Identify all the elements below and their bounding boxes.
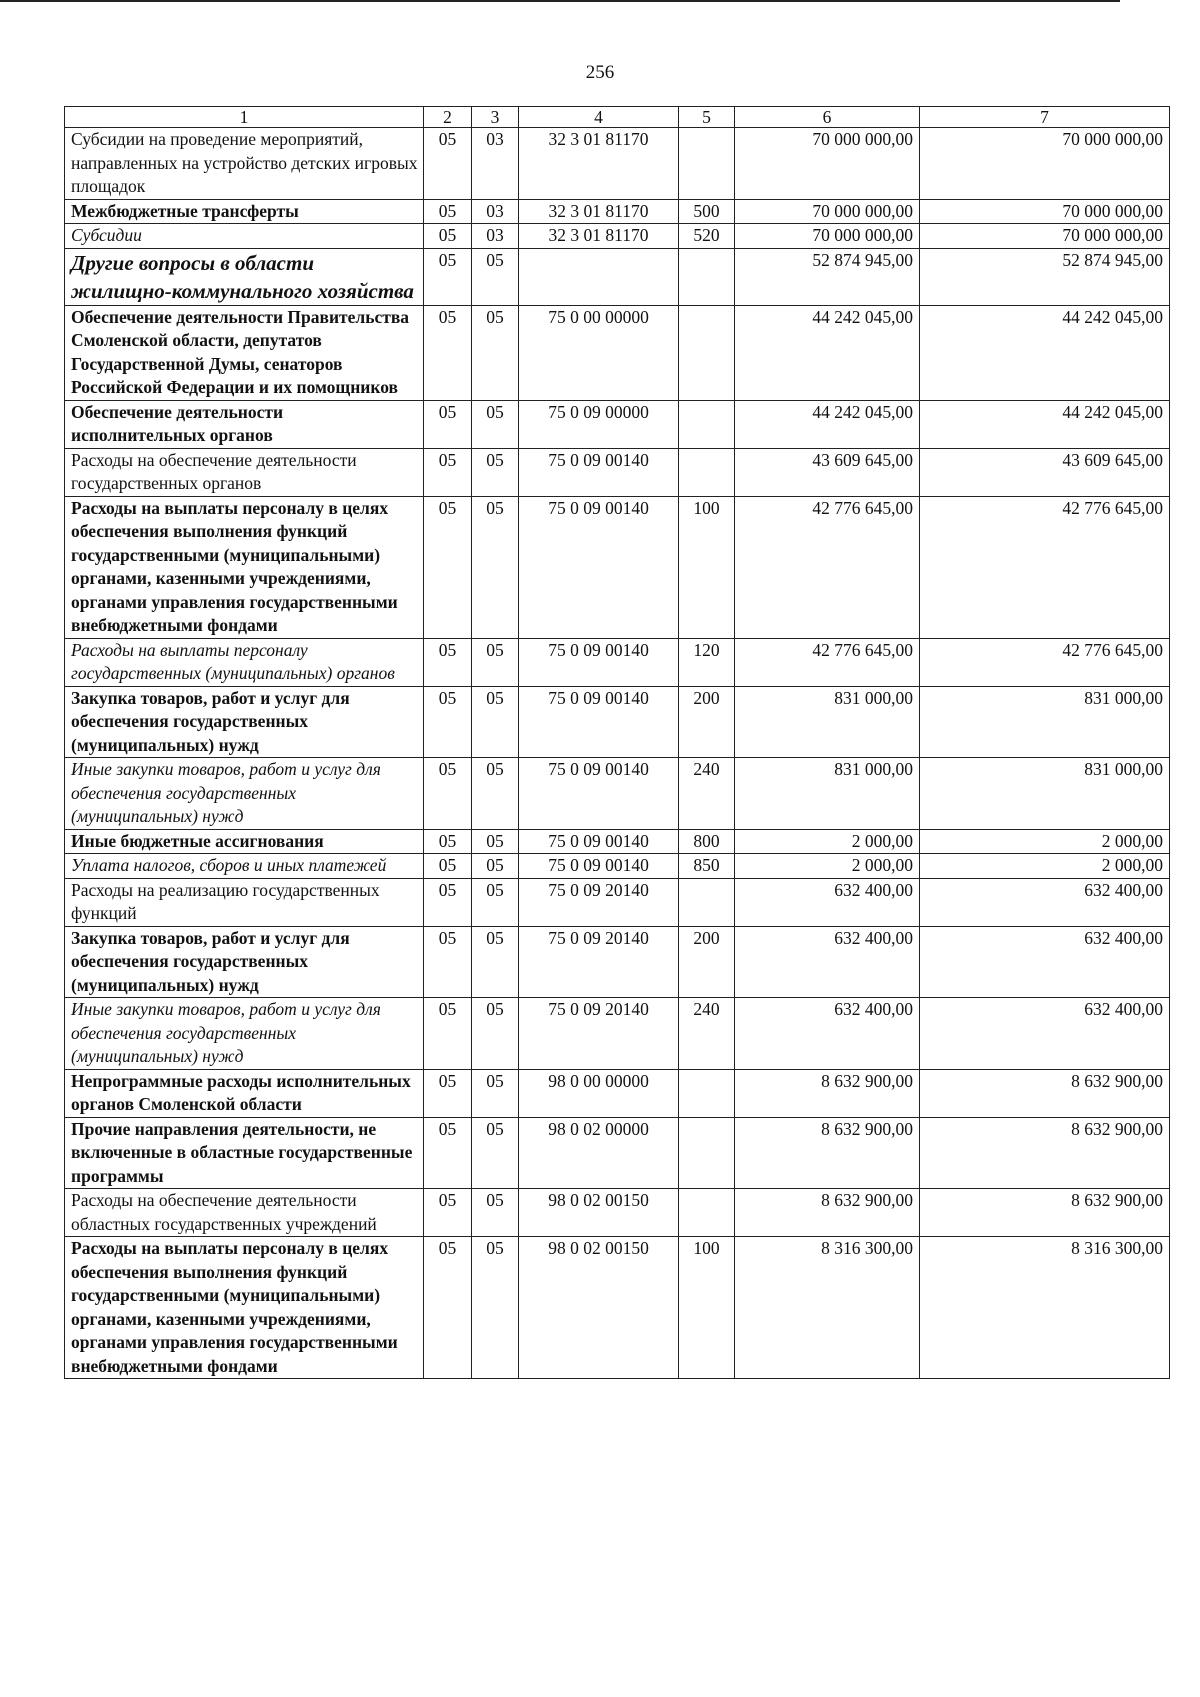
amount-year2-cell: 8 632 900,00 bbox=[920, 1069, 1170, 1117]
column-header-7: 7 bbox=[920, 107, 1170, 128]
expense-type-cell bbox=[679, 1117, 735, 1189]
amount-year2-cell: 42 776 645,00 bbox=[920, 638, 1170, 686]
row-name-cell: Иные бюджетные ассигнования bbox=[65, 829, 424, 854]
subsection-cell: 03 bbox=[472, 224, 519, 249]
section-cell: 05 bbox=[424, 400, 472, 448]
section-cell: 05 bbox=[424, 496, 472, 638]
section-cell: 05 bbox=[424, 248, 472, 305]
budget-table bbox=[64, 106, 1170, 1379]
table-row bbox=[65, 248, 1170, 305]
table-row bbox=[65, 199, 1170, 224]
expense-type-cell bbox=[679, 305, 735, 400]
expense-type-cell bbox=[679, 1069, 735, 1117]
subsection-cell: 05 bbox=[472, 1237, 519, 1379]
section-cell: 05 bbox=[424, 1117, 472, 1189]
table-row bbox=[65, 1117, 1170, 1189]
table-row bbox=[65, 829, 1170, 854]
table-row bbox=[65, 854, 1170, 879]
subsection-cell: 03 bbox=[472, 128, 519, 200]
section-cell: 05 bbox=[424, 686, 472, 758]
subsection-cell: 03 bbox=[472, 199, 519, 224]
amount-year1-cell: 8 316 300,00 bbox=[735, 1237, 920, 1379]
row-name-cell: Прочие направления деятельности, не включенные в областные государственные программы bbox=[65, 1117, 424, 1189]
section-cell: 05 bbox=[424, 199, 472, 224]
table-row bbox=[65, 686, 1170, 758]
subsection-cell: 05 bbox=[472, 686, 519, 758]
subsection-cell: 05 bbox=[472, 758, 519, 830]
section-cell: 05 bbox=[424, 998, 472, 1070]
row-name-cell: Субсидии bbox=[65, 224, 424, 249]
expense-type-cell: 100 bbox=[679, 496, 735, 638]
subsection-cell: 05 bbox=[472, 998, 519, 1070]
amount-year1-cell: 43 609 645,00 bbox=[735, 448, 920, 496]
amount-year1-cell: 52 874 945,00 bbox=[735, 248, 920, 305]
amount-year2-cell: 44 242 045,00 bbox=[920, 305, 1170, 400]
table-row bbox=[65, 638, 1170, 686]
expense-type-cell: 520 bbox=[679, 224, 735, 249]
expense-type-cell: 200 bbox=[679, 686, 735, 758]
amount-year2-cell: 2 000,00 bbox=[920, 854, 1170, 879]
expense-type-cell: 500 bbox=[679, 199, 735, 224]
section-cell: 05 bbox=[424, 1069, 472, 1117]
amount-year2-cell: 43 609 645,00 bbox=[920, 448, 1170, 496]
amount-year1-cell: 8 632 900,00 bbox=[735, 1069, 920, 1117]
table-body bbox=[65, 128, 1170, 1379]
amount-year2-cell: 632 400,00 bbox=[920, 998, 1170, 1070]
expense-type-cell bbox=[679, 128, 735, 200]
section-cell: 05 bbox=[424, 878, 472, 926]
subsection-cell: 05 bbox=[472, 926, 519, 998]
target-article-cell: 75 0 09 00140 bbox=[519, 638, 679, 686]
subsection-cell: 05 bbox=[472, 448, 519, 496]
row-name-cell: Расходы на выплаты персоналу в целях обеспечения выполнения функций государственными (муниципальными) органами, казенными учреждениями, органами управления государственными внебюджетными фондами bbox=[65, 1237, 424, 1379]
header-row bbox=[65, 107, 1170, 128]
amount-year2-cell: 632 400,00 bbox=[920, 878, 1170, 926]
expense-type-cell: 200 bbox=[679, 926, 735, 998]
subsection-cell: 05 bbox=[472, 854, 519, 879]
section-cell: 05 bbox=[424, 448, 472, 496]
amount-year2-cell: 8 632 900,00 bbox=[920, 1117, 1170, 1189]
table-row bbox=[65, 998, 1170, 1070]
amount-year1-cell: 831 000,00 bbox=[735, 758, 920, 830]
target-article-cell: 75 0 00 00000 bbox=[519, 305, 679, 400]
expense-type-cell: 120 bbox=[679, 638, 735, 686]
subsection-cell: 05 bbox=[472, 1189, 519, 1237]
amount-year2-cell: 632 400,00 bbox=[920, 926, 1170, 998]
expense-type-cell: 850 bbox=[679, 854, 735, 879]
amount-year1-cell: 8 632 900,00 bbox=[735, 1189, 920, 1237]
expense-type-cell bbox=[679, 400, 735, 448]
amount-year1-cell: 70 000 000,00 bbox=[735, 128, 920, 200]
table-row bbox=[65, 1069, 1170, 1117]
target-article-cell: 75 0 09 00140 bbox=[519, 758, 679, 830]
expense-type-cell bbox=[679, 878, 735, 926]
subsection-cell: 05 bbox=[472, 400, 519, 448]
subsection-cell: 05 bbox=[472, 638, 519, 686]
section-cell: 05 bbox=[424, 1189, 472, 1237]
amount-year2-cell: 8 632 900,00 bbox=[920, 1189, 1170, 1237]
target-article-cell: 75 0 09 00000 bbox=[519, 400, 679, 448]
target-article-cell: 75 0 09 00140 bbox=[519, 829, 679, 854]
row-name-cell: Обеспечение деятельности исполнительных органов bbox=[65, 400, 424, 448]
table-row bbox=[65, 1237, 1170, 1379]
section-cell: 05 bbox=[424, 758, 472, 830]
row-name-cell: Закупка товаров, работ и услуг для обеспечения государственных (муниципальных) нужд bbox=[65, 686, 424, 758]
column-header-1: 1 bbox=[65, 107, 424, 128]
table-row bbox=[65, 305, 1170, 400]
amount-year1-cell: 632 400,00 bbox=[735, 878, 920, 926]
target-article-cell: 98 0 02 00000 bbox=[519, 1117, 679, 1189]
amount-year1-cell: 44 242 045,00 bbox=[735, 305, 920, 400]
amount-year1-cell: 42 776 645,00 bbox=[735, 638, 920, 686]
subsection-cell: 05 bbox=[472, 878, 519, 926]
table-row bbox=[65, 224, 1170, 249]
amount-year2-cell: 70 000 000,00 bbox=[920, 224, 1170, 249]
table-row bbox=[65, 128, 1170, 200]
section-cell: 05 bbox=[424, 926, 472, 998]
amount-year1-cell: 8 632 900,00 bbox=[735, 1117, 920, 1189]
amount-year2-cell: 52 874 945,00 bbox=[920, 248, 1170, 305]
expense-type-cell: 240 bbox=[679, 998, 735, 1070]
row-name-cell: Расходы на выплаты персоналу в целях обеспечения выполнения функций государственными (муниципальными) органами, казенными учреждениями, органами управления государственными внебюджетными фондами bbox=[65, 496, 424, 638]
amount-year1-cell: 632 400,00 bbox=[735, 926, 920, 998]
section-cell: 05 bbox=[424, 305, 472, 400]
target-article-cell: 32 3 01 81170 bbox=[519, 199, 679, 224]
row-name-cell: Расходы на выплаты персоналу государственных (муниципальных) органов bbox=[65, 638, 424, 686]
expense-type-cell bbox=[679, 448, 735, 496]
amount-year2-cell: 44 242 045,00 bbox=[920, 400, 1170, 448]
target-article-cell bbox=[519, 248, 679, 305]
table-row bbox=[65, 400, 1170, 448]
table-header bbox=[65, 107, 1170, 128]
section-cell: 05 bbox=[424, 1237, 472, 1379]
column-header-2: 2 bbox=[424, 107, 472, 128]
target-article-cell: 75 0 09 20140 bbox=[519, 878, 679, 926]
subsection-cell: 05 bbox=[472, 829, 519, 854]
row-name-cell: Непрограммные расходы исполнительных органов Смоленской области bbox=[65, 1069, 424, 1117]
expense-type-cell: 240 bbox=[679, 758, 735, 830]
subsection-cell: 05 bbox=[472, 496, 519, 638]
expense-type-cell: 100 bbox=[679, 1237, 735, 1379]
amount-year2-cell: 42 776 645,00 bbox=[920, 496, 1170, 638]
target-article-cell: 75 0 09 20140 bbox=[519, 998, 679, 1070]
row-name-cell: Субсидии на проведение мероприятий, направленных на устройство детских игровых площадок bbox=[65, 128, 424, 200]
table-row bbox=[65, 448, 1170, 496]
column-header-5: 5 bbox=[679, 107, 735, 128]
target-article-cell: 75 0 09 00140 bbox=[519, 496, 679, 638]
amount-year1-cell: 2 000,00 bbox=[735, 854, 920, 879]
row-name-cell: Иные закупки товаров, работ и услуг для обеспечения государственных (муниципальных) нужд bbox=[65, 998, 424, 1070]
subsection-cell: 05 bbox=[472, 1069, 519, 1117]
amount-year1-cell: 831 000,00 bbox=[735, 686, 920, 758]
amount-year2-cell: 70 000 000,00 bbox=[920, 199, 1170, 224]
expense-type-cell bbox=[679, 248, 735, 305]
row-name-cell: Расходы на обеспечение деятельности государственных органов bbox=[65, 448, 424, 496]
expense-type-cell: 800 bbox=[679, 829, 735, 854]
amount-year2-cell: 70 000 000,00 bbox=[920, 128, 1170, 200]
target-article-cell: 75 0 09 00140 bbox=[519, 854, 679, 879]
target-article-cell: 75 0 09 20140 bbox=[519, 926, 679, 998]
table-row bbox=[65, 926, 1170, 998]
subsection-cell: 05 bbox=[472, 248, 519, 305]
amount-year1-cell: 2 000,00 bbox=[735, 829, 920, 854]
target-article-cell: 98 0 00 00000 bbox=[519, 1069, 679, 1117]
table-row bbox=[65, 496, 1170, 638]
target-article-cell: 32 3 01 81170 bbox=[519, 224, 679, 249]
subsection-cell: 05 bbox=[472, 1117, 519, 1189]
amount-year2-cell: 8 316 300,00 bbox=[920, 1237, 1170, 1379]
target-article-cell: 75 0 09 00140 bbox=[519, 686, 679, 758]
amount-year2-cell: 831 000,00 bbox=[920, 686, 1170, 758]
subsection-cell: 05 bbox=[472, 305, 519, 400]
target-article-cell: 32 3 01 81170 bbox=[519, 128, 679, 200]
section-cell: 05 bbox=[424, 224, 472, 249]
table-row bbox=[65, 878, 1170, 926]
row-name-cell: Расходы на обеспечение деятельности областных государственных учреждений bbox=[65, 1189, 424, 1237]
row-name-cell: Межбюджетные трансферты bbox=[65, 199, 424, 224]
amount-year1-cell: 42 776 645,00 bbox=[735, 496, 920, 638]
row-name-cell: Обеспечение деятельности Правительства Смоленской области, депутатов Государственной Думы, сенаторов Российской Федерации и их помощников bbox=[65, 305, 424, 400]
section-cell: 05 bbox=[424, 128, 472, 200]
target-article-cell: 98 0 02 00150 bbox=[519, 1237, 679, 1379]
target-article-cell: 98 0 02 00150 bbox=[519, 1189, 679, 1237]
column-header-4: 4 bbox=[519, 107, 679, 128]
amount-year1-cell: 70 000 000,00 bbox=[735, 199, 920, 224]
row-name-cell: Другие вопросы в области жилищно-коммунального хозяйства bbox=[65, 248, 424, 305]
row-name-cell: Уплата налогов, сборов и иных платежей bbox=[65, 854, 424, 879]
amount-year1-cell: 632 400,00 bbox=[735, 998, 920, 1070]
row-name-cell: Расходы на реализацию государственных функций bbox=[65, 878, 424, 926]
section-cell: 05 bbox=[424, 638, 472, 686]
amount-year2-cell: 831 000,00 bbox=[920, 758, 1170, 830]
column-header-3: 3 bbox=[472, 107, 519, 128]
expense-type-cell bbox=[679, 1189, 735, 1237]
target-article-cell: 75 0 09 00140 bbox=[519, 448, 679, 496]
top-rule bbox=[0, 0, 1120, 2]
row-name-cell: Закупка товаров, работ и услуг для обеспечения государственных (муниципальных) нужд bbox=[65, 926, 424, 998]
page-number: 256 bbox=[585, 62, 615, 83]
table-row bbox=[65, 758, 1170, 830]
row-name-cell: Иные закупки товаров, работ и услуг для обеспечения государственных (муниципальных) нужд bbox=[65, 758, 424, 830]
amount-year1-cell: 44 242 045,00 bbox=[735, 400, 920, 448]
table-row bbox=[65, 1189, 1170, 1237]
amount-year1-cell: 70 000 000,00 bbox=[735, 224, 920, 249]
amount-year2-cell: 2 000,00 bbox=[920, 829, 1170, 854]
section-cell: 05 bbox=[424, 829, 472, 854]
section-cell: 05 bbox=[424, 854, 472, 879]
column-header-6: 6 bbox=[735, 107, 920, 128]
